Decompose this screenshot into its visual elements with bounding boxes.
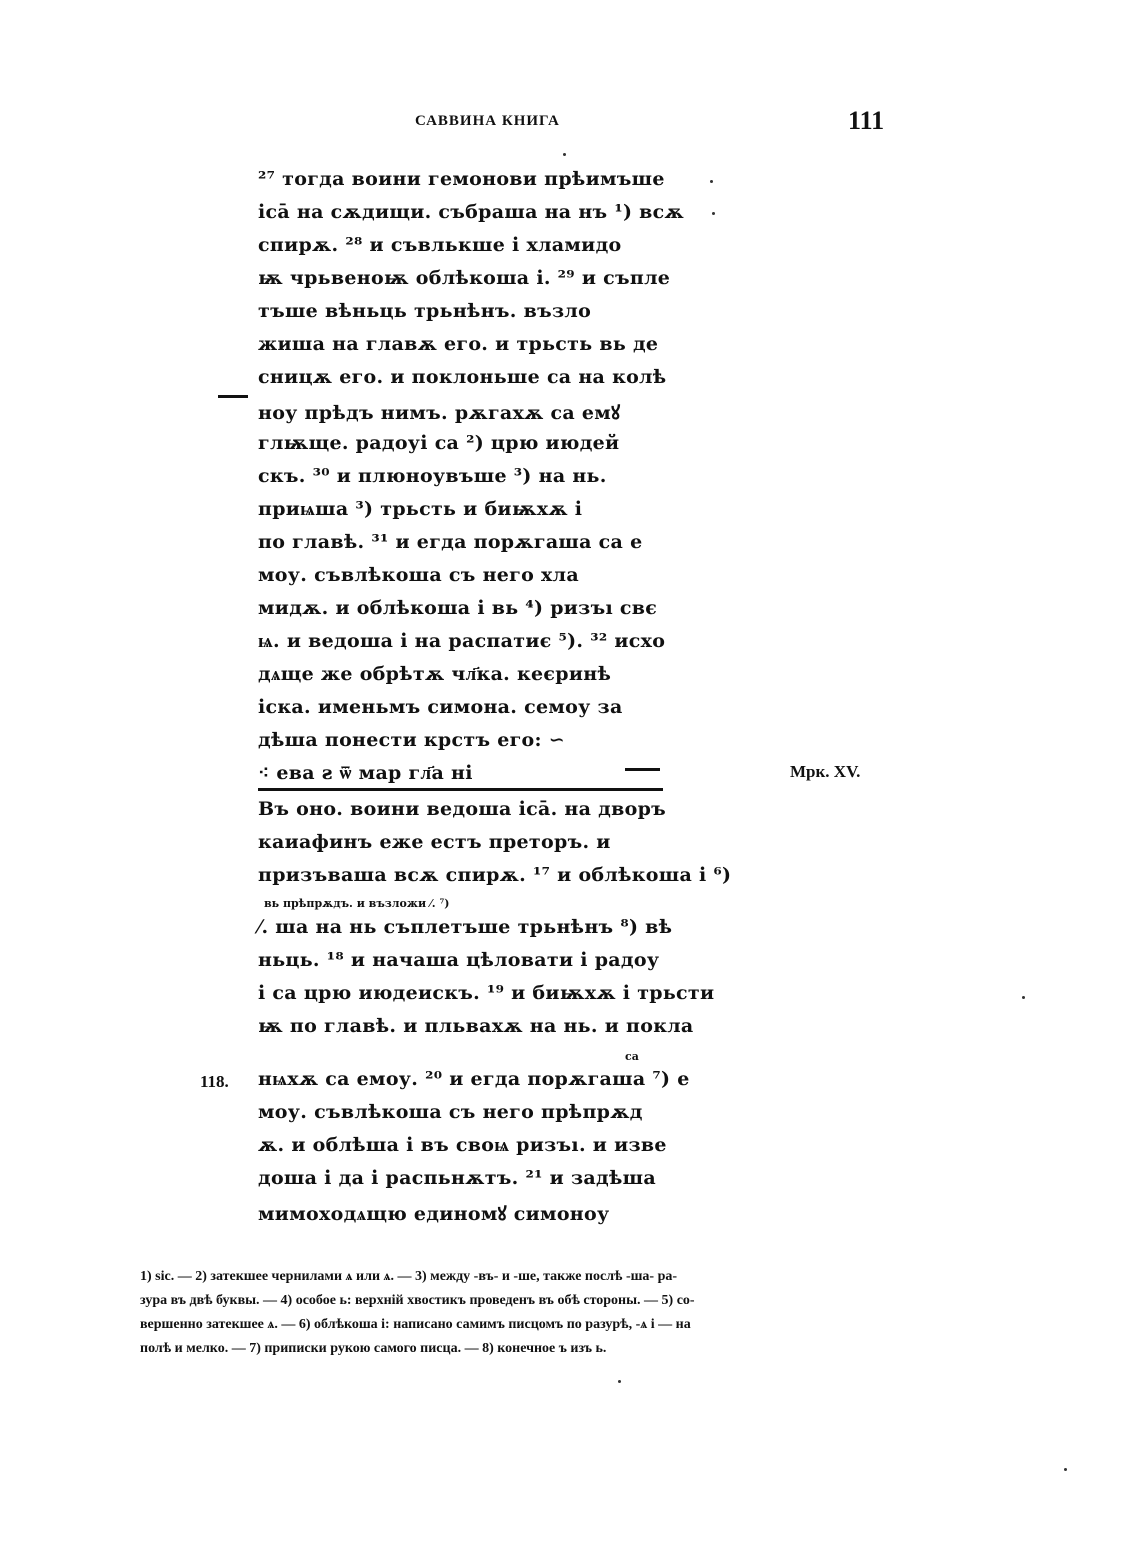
ink-speck xyxy=(563,153,566,156)
text-line: жиша на главѫ его. и трьсть вь де xyxy=(258,333,659,355)
text-line: спирѫ. ²⁸ и съвлькше і хламидо xyxy=(258,234,622,256)
text-line: призъваша всѫ спирѫ. ¹⁷ и облѣкоша і ⁶) xyxy=(258,864,732,886)
text-line: сницѫ его. и поклоньше са на колѣ xyxy=(258,366,667,388)
text-line: ²⁷ тогда воини гемонови прѣимъше xyxy=(258,168,665,190)
text-line: нѩхѫ са емоу. ²⁰ и егда порѫгаша ⁷) е xyxy=(258,1068,690,1090)
text-line: ісā на сѫдищи. събраша на нъ ¹) всѫ xyxy=(258,201,685,223)
footnote-line: полѣ и мелко. — 7) приписки рукою самого писца. — 8) конечное ъ изъ ь. xyxy=(140,1341,607,1356)
text-line: каиафинъ еже естъ преторъ. и xyxy=(258,831,611,853)
margin-dash xyxy=(218,395,248,398)
inserted-gloss: вь прѣпрѫдъ. и възложи ⁄. ⁷) xyxy=(264,897,450,910)
text-line: іска. именьмъ симона. семоу за xyxy=(258,696,623,718)
text-line: скъ. ³⁰ и плюноувъше ³) на нь. xyxy=(258,465,607,487)
text-line: моу. съвлѣкоша съ него прѣпрѫд xyxy=(258,1101,643,1123)
verse-number: 118. xyxy=(200,1072,229,1091)
text-line: мидѫ. и облѣкоша і вь ⁴) ризъı свє xyxy=(258,597,658,619)
ink-speck xyxy=(618,1380,621,1383)
line-end-dash xyxy=(625,768,660,771)
text-line: ѭ по главѣ. и пльвахѫ на нь. и покла xyxy=(258,1015,694,1037)
ink-speck xyxy=(1064,1468,1067,1471)
text-line: глѭще. радоуі са ²) црю июдей xyxy=(258,432,620,454)
footnotes xyxy=(140,1265,885,1361)
page-header-title: САВВИНА КНИГА xyxy=(415,113,560,129)
text-line: ѫ. и облѣша і въ своѩ ризъı. и изве xyxy=(258,1134,667,1156)
text-line: ⁖ ева ꙅ ѿ мар гл҃а ні xyxy=(258,762,473,784)
footnote-line: 1) sic. — 2) затекшее чернилами ѧ или ѧ. — 3) между -въ- и -ше, также послѣ -ша- ра- xyxy=(140,1269,678,1284)
ink-speck xyxy=(712,212,715,215)
text-line: ноу прѣдъ нимъ. рѫгахѫ са емꙋ xyxy=(258,402,621,424)
text-line: ⁄. ша на нь съплетъше трьнѣнъ ⁸) вѣ xyxy=(258,916,673,938)
text-line: і са црю июдеискъ. ¹⁹ и биѭхѫ і трьсти xyxy=(258,982,715,1004)
text-line: Въ оно. воини ведоша ісā. на дворъ xyxy=(258,798,667,820)
gospel-reference: Мрк. XV. xyxy=(790,762,861,781)
text-line: ньць. ¹⁸ и начаша цѣловати і радоу xyxy=(258,949,660,971)
text-line: приѩша ³) трьсть и биѭхѫ і xyxy=(258,498,583,520)
page-number: 111 xyxy=(848,106,885,135)
ink-speck xyxy=(710,180,713,183)
text-line: по главѣ. ³¹ и егда порѫгаша са е xyxy=(258,531,643,553)
ink-speck xyxy=(1022,996,1025,999)
superscript-insert: са xyxy=(625,1050,639,1063)
footnote-line: вершенно затекшее ѧ. — 6) облѣкоша і: написано самимъ писцомъ по разурѣ, -ѧ і — на xyxy=(140,1317,691,1332)
text-line: мимоходѧщю единомꙋ симоноу xyxy=(258,1203,610,1225)
text-line: ѩ. и ведоша і на распатиє ⁵). ³² исхо xyxy=(258,630,666,652)
text-line: тъше вѣньць трьнѣнъ. възло xyxy=(258,300,592,322)
text-line: ѭ чрьвеноѭ облѣкоша і. ²⁹ и съпле xyxy=(258,267,671,289)
text-line: дѧще же обрѣтѫ чл҃ка. кеєринѣ xyxy=(258,663,612,685)
text-line: дѣша понести крстъ его: ∽ xyxy=(258,729,565,751)
footnote-line: зура въ двѣ буквы. — 4) особое ь: верхній хвостикъ проведенъ въ обѣ стороны. — 5) со- xyxy=(140,1293,695,1308)
text-line: моу. съвлѣкоша съ него хла xyxy=(258,564,579,586)
text-line: доша і да і распьнѫтъ. ²¹ и задѣша xyxy=(258,1167,656,1189)
section-divider xyxy=(258,788,663,791)
